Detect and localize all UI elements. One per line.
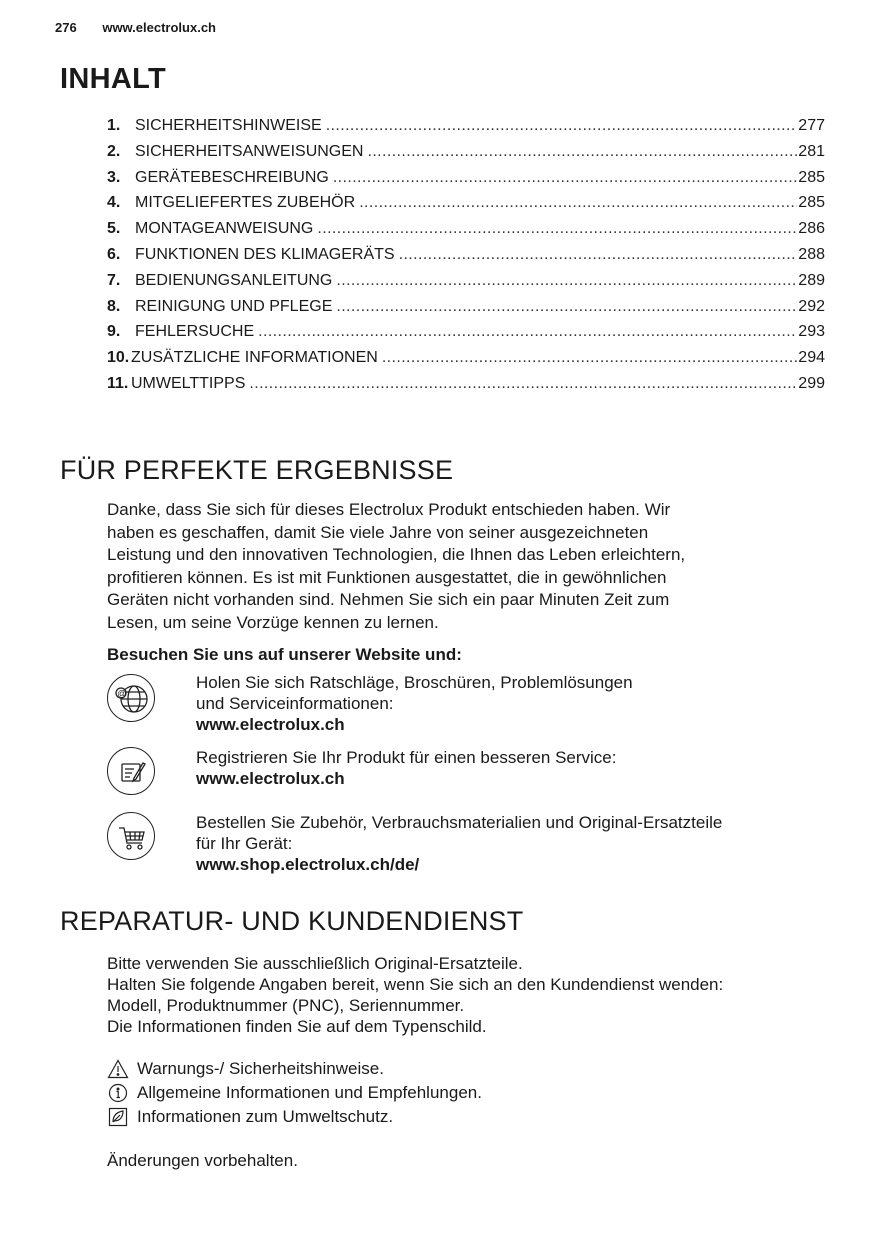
toc-item[interactable] bbox=[107, 375, 825, 401]
info-icon bbox=[107, 1083, 129, 1103]
visit-item-line: Bestellen Sie Zubehör, Verbrauchsmaterialien und Original-Ersatzteile bbox=[196, 813, 723, 832]
intro-line: Leistung und den innovativen Technologien, die Ihnen das Leben erleichtern, bbox=[107, 545, 686, 565]
intro-line: Geräten nicht vorhanden sind. Nehmen Sie sich ein paar Minuten Zeit zum bbox=[107, 590, 670, 610]
toc-item-title: FEHLERSUCHE bbox=[135, 323, 255, 341]
toc-item-number: 2. bbox=[107, 142, 121, 160]
repair-line: Modell, Produktnummer (PNC), Seriennummer. bbox=[107, 996, 465, 1015]
toc-item-number: 6. bbox=[107, 245, 121, 263]
toc-item-title: MONTAGEANWEISUNG bbox=[135, 220, 314, 238]
legend-item-warning bbox=[107, 1057, 482, 1081]
toc-item-page: 293 bbox=[798, 323, 825, 341]
visit-item-text bbox=[196, 812, 816, 875]
toc-item-title: SICHERHEITSHINWEISE bbox=[135, 117, 322, 134]
toc-leader-dots bbox=[382, 349, 797, 367]
toc-item[interactable] bbox=[107, 169, 825, 195]
electrolux-register-link[interactable]: www.electrolux.ch bbox=[196, 769, 345, 788]
toc-item-page: 285 bbox=[798, 168, 825, 186]
cart-icon bbox=[107, 812, 155, 860]
toc-leader-dots bbox=[333, 169, 797, 187]
repair-line: Die Informationen finden Sie auf dem Typenschild. bbox=[107, 1017, 487, 1036]
register-icon bbox=[107, 747, 155, 795]
toc-leader-dots bbox=[336, 298, 797, 316]
warning-icon bbox=[107, 1059, 129, 1079]
toc-item-page: 289 bbox=[798, 271, 825, 289]
symbol-legend bbox=[107, 1057, 482, 1129]
legend-text: Warnungs-/ Sicherheitshinweise. bbox=[137, 1059, 384, 1078]
toc-item-title: SICHERHEITSANWEISUNGEN bbox=[135, 142, 364, 160]
perfect-results-heading: FÜR PERFEKTE ERGEBNISSE bbox=[60, 455, 454, 485]
toc-item-title: MITGELIEFERTES ZUBEHÖR bbox=[135, 194, 356, 212]
legend-text: Allgemeine Informationen und Empfehlungen. bbox=[137, 1083, 482, 1102]
toc-item-number: 9. bbox=[107, 323, 121, 341]
leaf-icon bbox=[107, 1107, 129, 1127]
table-of-contents bbox=[107, 117, 825, 401]
toc-item-page: 285 bbox=[798, 194, 825, 212]
electrolux-website-link[interactable]: www.electrolux.ch bbox=[196, 715, 345, 734]
toc-leader-dots bbox=[359, 194, 797, 212]
toc-item-number: 5. bbox=[107, 220, 121, 238]
toc-item-title: ZUSÄTZLICHE INFORMATIONEN bbox=[131, 349, 378, 367]
toc-leader-dots bbox=[249, 375, 797, 393]
toc-item[interactable] bbox=[107, 220, 825, 246]
repair-line: Bitte verwenden Sie ausschließlich Original-Ersatzteile. bbox=[107, 954, 523, 973]
intro-line: profitieren können. Es ist mit Funktionen ausgestattet, die in gewöhnlichen bbox=[107, 567, 667, 587]
toc-leader-dots bbox=[258, 323, 797, 341]
legend-text: Informationen zum Umweltschutz. bbox=[137, 1107, 394, 1126]
toc-item-title: GERÄTEBESCHREIBUNG bbox=[135, 168, 329, 186]
legend-item-info bbox=[107, 1081, 482, 1105]
svg-text:@: @ bbox=[117, 688, 127, 699]
page-number: 276 bbox=[55, 20, 77, 35]
electrolux-shop-link[interactable]: www.shop.electrolux.ch/de/ bbox=[196, 855, 420, 874]
toc-leader-dots bbox=[317, 220, 797, 238]
toc-item[interactable] bbox=[107, 323, 825, 349]
intro-line: haben es geschaffen, damit Sie viele Jahre von seiner ausgezeichneten bbox=[107, 522, 649, 542]
visit-item-line: Registrieren Sie Ihr Produkt für einen besseren Service: bbox=[196, 748, 617, 767]
toc-item-page: 288 bbox=[798, 245, 825, 263]
toc-item[interactable] bbox=[107, 349, 825, 375]
repair-line: Halten Sie folgende Angaben bereit, wenn Sie sich an den Kundendienst wenden: bbox=[107, 975, 724, 994]
visit-heading: Besuchen Sie uns auf unserer Website und: bbox=[107, 645, 462, 664]
toc-title: INHALT bbox=[60, 63, 166, 95]
globe-icon bbox=[107, 674, 155, 722]
toc-item-number: 7. bbox=[107, 271, 121, 289]
visit-item-text bbox=[196, 747, 816, 789]
toc-item-number: 8. bbox=[107, 297, 121, 315]
toc-item[interactable] bbox=[107, 298, 825, 324]
toc-item[interactable] bbox=[107, 117, 825, 143]
toc-item-page: 281 bbox=[798, 142, 825, 160]
toc-item[interactable] bbox=[107, 272, 825, 298]
toc-item-title: REINIGUNG UND PFLEGE bbox=[135, 297, 333, 315]
toc-item[interactable] bbox=[107, 194, 825, 220]
intro-line: Lesen, um seine Vorzüge kennen zu lernen. bbox=[107, 612, 439, 632]
toc-item-page: 277 bbox=[798, 117, 825, 134]
toc-item-title: UMWELTTIPPS bbox=[131, 374, 246, 392]
toc-item-page: 286 bbox=[798, 220, 825, 238]
toc-item-title: BEDIENUNGSANLEITUNG bbox=[135, 271, 333, 289]
toc-item-page: 292 bbox=[798, 297, 825, 315]
page-header bbox=[55, 20, 216, 35]
toc-item-number: 3. bbox=[107, 168, 121, 186]
toc-leader-dots bbox=[399, 246, 798, 264]
visit-item-text bbox=[196, 672, 816, 735]
header-website-link[interactable]: www.electrolux.ch bbox=[102, 20, 216, 35]
visit-item-line: für Ihr Gerät: bbox=[196, 834, 293, 853]
toc-item[interactable] bbox=[107, 143, 825, 169]
changes-reserved-note: Änderungen vorbehalten. bbox=[107, 1151, 298, 1170]
toc-item-title: FUNKTIONEN DES KLIMAGERÄTS bbox=[135, 245, 395, 263]
toc-leader-dots bbox=[326, 117, 798, 135]
toc-leader-dots bbox=[336, 272, 797, 290]
toc-item-page: 299 bbox=[798, 374, 825, 392]
toc-item-number: 11. bbox=[107, 374, 129, 392]
toc-item-number: 10. bbox=[107, 349, 130, 367]
toc-leader-dots bbox=[367, 143, 797, 161]
toc-item-page: 294 bbox=[798, 349, 825, 367]
toc-item-number: 4. bbox=[107, 194, 121, 212]
toc-item[interactable] bbox=[107, 246, 825, 272]
repair-paragraph bbox=[107, 953, 827, 1037]
toc-item-number: 1. bbox=[107, 117, 121, 134]
visit-item-line: und Serviceinformationen: bbox=[196, 694, 394, 713]
visit-item-line: Holen Sie sich Ratschläge, Broschüren, Problemlösungen bbox=[196, 673, 633, 692]
intro-paragraph bbox=[107, 499, 807, 635]
legend-item-environment bbox=[107, 1105, 482, 1129]
repair-service-heading: REPARATUR- UND KUNDENDIENST bbox=[60, 906, 524, 936]
intro-line: Danke, dass Sie sich für dieses Electrolux Produkt entschieden haben. Wir bbox=[107, 500, 671, 519]
